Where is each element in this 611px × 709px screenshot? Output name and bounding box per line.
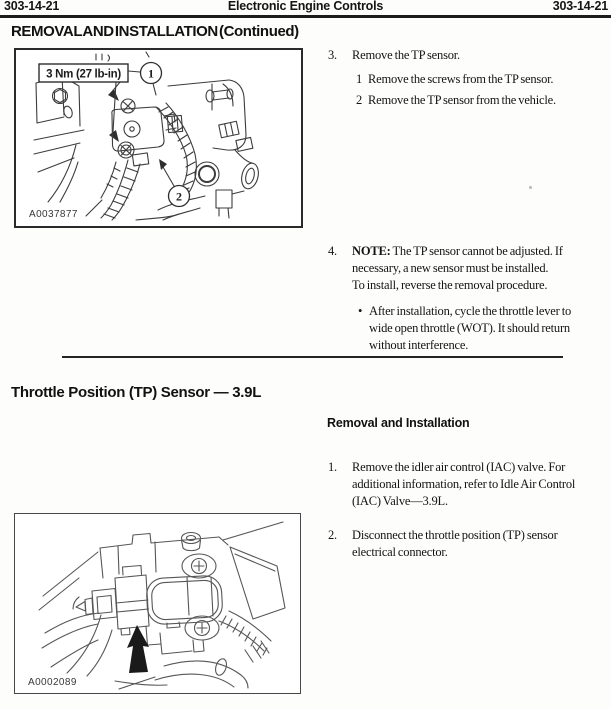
step-text: Disconnect the throttle position (TP) sensor electrical connector. xyxy=(352,528,558,559)
section-heading: REMOVAL AND INSTALLATION (Continued) xyxy=(11,23,299,40)
figure-tp-sensor-screws xyxy=(14,48,303,228)
note-label: NOTE: xyxy=(352,244,391,258)
header-page-number-left: 303-14-21 xyxy=(4,0,60,13)
header-page-number-right: 303-14-21 xyxy=(552,0,608,13)
callout-2-marker xyxy=(169,186,190,207)
screw-icon-upper xyxy=(121,99,135,113)
tp-sensor-connector-body xyxy=(73,566,149,636)
section-heading-tp-sensor-39l: Throttle Position (TP) Sensor — 3.9L xyxy=(11,384,262,401)
substep xyxy=(356,71,553,88)
substep-text: Remove the TP sensor from the vehicle. xyxy=(368,93,556,107)
figure-tp-sensor-connector xyxy=(14,513,301,694)
section-divider-rule xyxy=(62,356,563,358)
sensor-seal-ring xyxy=(146,575,223,625)
substep-text: Remove the screws from the TP sensor. xyxy=(368,72,554,86)
install-paragraph: To install, reverse the removal procedure. xyxy=(352,278,548,292)
scan-speck xyxy=(529,186,532,189)
callout-1-marker xyxy=(141,63,162,84)
step-number: 4. xyxy=(328,244,337,258)
substep-number: 2 xyxy=(356,93,363,107)
svg-text:2: 2 xyxy=(176,189,182,204)
step-body xyxy=(352,243,595,354)
step-number: 2. xyxy=(328,528,337,542)
bullet-icon: • xyxy=(358,304,363,318)
bullet-text: After installation, cycle the throttle lever to wide open throttle (WOT). It should return without interference. xyxy=(369,304,572,352)
screw-icon-upper xyxy=(182,554,216,578)
svg-text:1: 1 xyxy=(148,66,154,81)
note-text: The TP sensor cannot be adjusted. If necessary, a new sensor must be installed. xyxy=(352,244,563,275)
substep xyxy=(356,92,556,109)
header-title: Electronic Engine Controls xyxy=(227,0,384,13)
figure-code: A0002089 xyxy=(28,677,77,688)
torque-spec-label xyxy=(39,64,128,82)
bolt-icon xyxy=(53,89,68,104)
subsection-heading-removal-installation: Removal and Installation xyxy=(327,416,470,430)
step-number: 1. xyxy=(328,460,337,474)
tp-sensor-screws-illustration xyxy=(16,50,301,226)
step-text: Remove the TP sensor. xyxy=(352,48,460,62)
note-paragraph xyxy=(352,243,595,277)
torque-spec-text: 3 Nm (27 lb-in) xyxy=(46,68,121,81)
header-rule xyxy=(0,15,611,18)
tp-sensor-connector-illustration xyxy=(15,514,300,693)
figure-code: A0037877 xyxy=(29,209,78,220)
step-number: 3. xyxy=(328,48,337,62)
bullet-item xyxy=(352,303,595,354)
step-text: Remove the idler air control (IAC) valve. For additional information, refer to Idle Air Control (IAC) Valve—3.9L. xyxy=(352,460,576,508)
substep-number: 1 xyxy=(356,72,363,86)
